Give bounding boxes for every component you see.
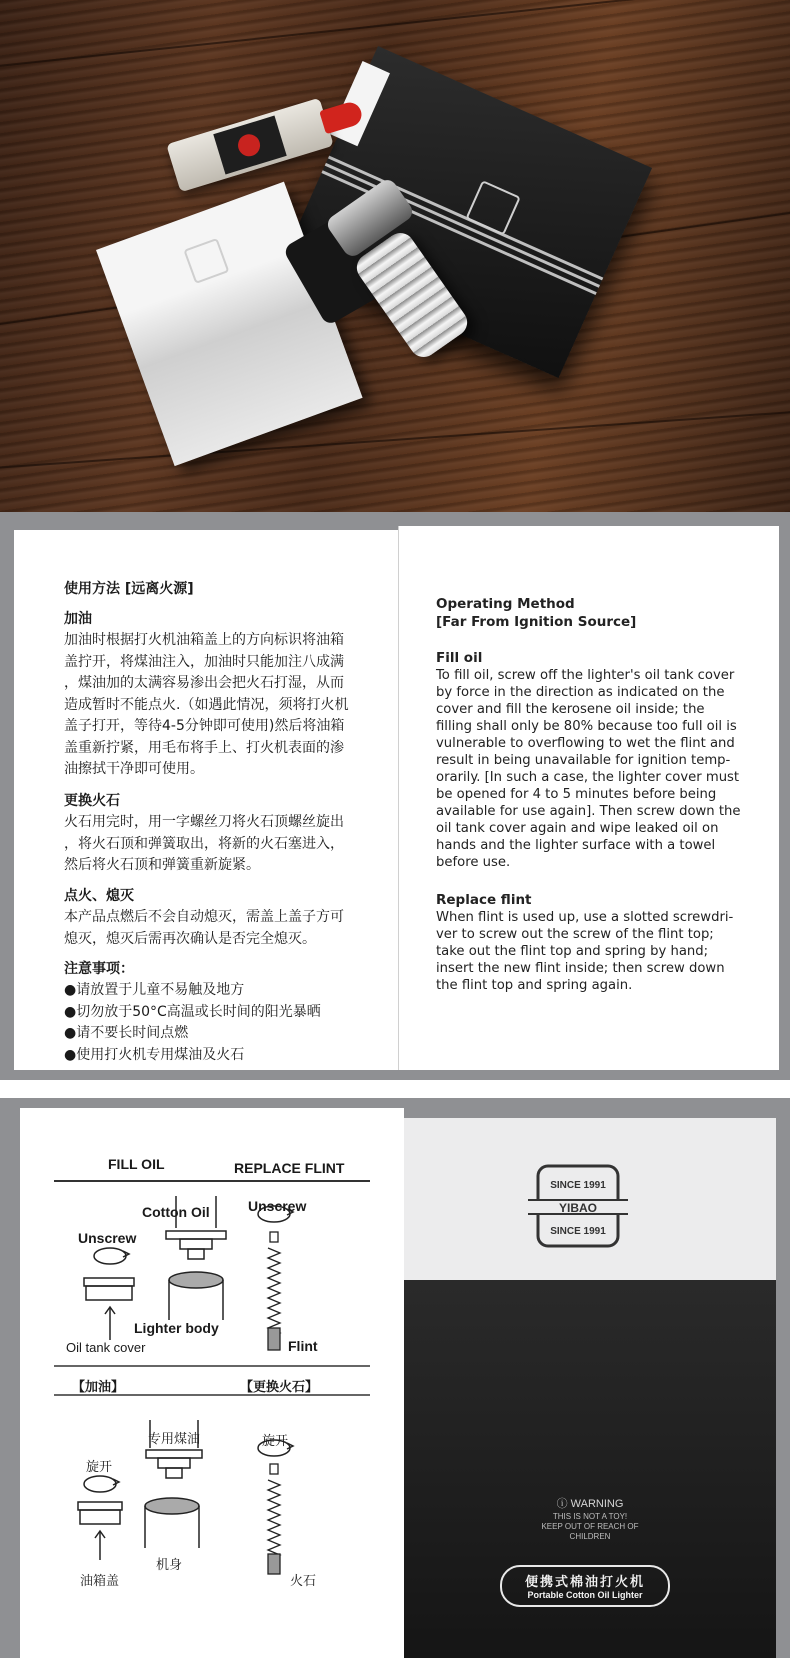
lighter-body-label: Lighter body [134, 1320, 219, 1336]
zh-title: 使用方法 [远离火源] [64, 581, 194, 597]
en-line: filling shall only be 80% because too full oil is [436, 719, 737, 734]
warning-line: THIS IS NOT A TOY! [552, 1512, 628, 1521]
yibao-logo [528, 1156, 628, 1256]
zh-line: ，煤油加的太满容易渗出会把火石打湿，从而 [64, 675, 344, 691]
zh-body-drawing [145, 1498, 199, 1548]
box-logo-emblem [465, 180, 520, 235]
en-line: the flint top and spring again. [436, 978, 633, 993]
en-title-line2: [Far From Ignition Source] [436, 614, 637, 630]
zh-flint-heading: 更换火石 [64, 793, 120, 809]
en-line: To fill oil, screw off the lighter's oil tank cover [436, 668, 735, 683]
cover-dark-panel [404, 1280, 776, 1658]
lighter-body-drawing [169, 1272, 223, 1320]
warning-line: KEEP OUT OF REACH OF [541, 1522, 639, 1531]
zh-flint-spring-drawing [268, 1464, 280, 1574]
manual-cover [404, 1118, 776, 1658]
zh-cap-drawing [78, 1502, 122, 1560]
en-line: be opened for 4 to 5 minutes before being [436, 787, 717, 802]
zh-open-label-right: 旋开 [262, 1434, 289, 1449]
product-name-en: Portable Cotton Oil Lighter [527, 1590, 643, 1600]
zh-fill-heading: 加油 [64, 611, 92, 627]
unscrew-label-right: Unscrew [248, 1198, 307, 1214]
zh-line: ●切勿放于50°C高温或长时间的阳光暴晒 [64, 1003, 321, 1020]
en-line: insert the new flint inside; then screw down [436, 961, 725, 976]
en-line: available for use again]. Then screw down the [436, 804, 741, 819]
en-flint-heading: Replace flint [436, 892, 532, 908]
en-line: hands and the lighter surface with a towel [436, 838, 716, 853]
zh-fill-label: 【加油】 [72, 1380, 125, 1395]
en-line: When flint is used up, use a slotted screwdri- [436, 910, 734, 925]
en-line: ver to screw out the screw of the flint top; [436, 927, 714, 942]
zh-line: 造成暂时不能点火.（如遇此情况，须将打火机 [64, 696, 349, 713]
zh-line: ●请不要长时间点燃 [64, 1025, 189, 1041]
chrome-lighter [320, 195, 460, 355]
flint-label: Flint [288, 1338, 318, 1354]
logo-brand-text: YIBAO [558, 1201, 598, 1215]
en-line: orarily. [In such a case, the lighter cover must [436, 770, 740, 785]
zh-unscrew-arrow-icon-left [84, 1476, 119, 1492]
zh-line: 火石用完时，用一字螺丝刀将火石顶螺丝旋出 [64, 814, 344, 830]
fill-oil-header: FILL OIL [108, 1156, 165, 1172]
en-fill-heading: Fill oil [436, 650, 483, 666]
en-line: oil tank cover again and wipe leaked oil on [436, 821, 719, 836]
en-line: before use. [436, 855, 511, 870]
diagram-cover-spread [0, 1098, 790, 1658]
zh-ignite-heading: 点火、熄灭 [64, 888, 134, 904]
manual-page-diagram [20, 1108, 404, 1658]
zh-line: 盖拧开，将煤油注入，加油时只能加注八成满 [64, 653, 344, 670]
unscrew-arrow-icon-left [94, 1248, 129, 1264]
zh-cap-label: 油箱盖 [80, 1574, 120, 1589]
en-line: take out the flint top and spring by hand; [436, 944, 709, 959]
booklet-logo-emblem [183, 238, 229, 284]
en-flint-body [436, 909, 733, 994]
zh-open-label-left: 旋开 [86, 1460, 113, 1475]
zh-line: ●使用打火机专用煤油及火石 [64, 1046, 245, 1063]
warning-block [404, 1495, 776, 1511]
zh-line: 然后将火石顶和弹簧重新旋紧。 [64, 857, 260, 873]
zh-notes-heading: 注意事项： [64, 961, 134, 977]
logo-top-text: SINCE 1991 [550, 1180, 606, 1191]
zh-flint-body [64, 812, 344, 877]
zh-flint-header: 【更换火石】 [240, 1380, 319, 1395]
flint-spring-drawing [268, 1232, 280, 1350]
warning-icon: ⓘ [556, 1498, 571, 1510]
en-title-line1: Operating Method [436, 596, 575, 612]
zh-fill-body [64, 630, 348, 781]
en-line: vulnerable to overflowing to wet the flint and [436, 736, 735, 751]
zh-line: ●请放置于儿童不易触及地方 [64, 982, 245, 998]
manual-page-english [398, 526, 779, 1070]
warning-text [404, 1512, 776, 1542]
zh-line: 本产品点燃后不会自动熄灭，需盖上盖子方可 [64, 909, 344, 925]
zh-line: ，将火石顶和弹簧取出，将新的火石塞进入， [64, 835, 344, 852]
en-line: result in being unavailable for ignition temp- [436, 753, 731, 768]
zh-body-label: 机身 [156, 1558, 183, 1573]
cotton-oil-label: Cotton Oil [142, 1204, 210, 1220]
warning-line: CHILDREN [569, 1532, 611, 1541]
zh-line: 熄灭，熄灭后需再次确认是否完全熄灭。 [64, 930, 316, 947]
en-fill-body [436, 667, 741, 871]
zh-notes-body [64, 980, 321, 1066]
zh-line: 加油时根据打火机油箱盖上的方向标识将油箱 [64, 632, 344, 648]
warning-title: WARNING [570, 1498, 624, 1510]
en-line: by force in the direction as indicated on the [436, 685, 725, 700]
product-name-badge [500, 1565, 670, 1607]
logo-bottom-text: SINCE 1991 [550, 1226, 606, 1237]
manual-page-chinese [14, 530, 398, 1070]
replace-flint-header: REPLACE FLINT [234, 1160, 345, 1176]
flame-icon [235, 132, 262, 159]
unscrew-label-left: Unscrew [78, 1230, 137, 1246]
zh-special-oil-label: 专用煤油 [148, 1432, 201, 1447]
zh-line: 盖重新拧紧，用毛布将手上、打火机表面的渗 [64, 739, 344, 756]
zh-ignite-body [64, 907, 344, 950]
zh-line: 油擦拭干净即可使用。 [64, 761, 204, 777]
oil-tank-cover-drawing [84, 1278, 134, 1340]
en-line: cover and fill the kerosene oil inside; the [436, 702, 705, 717]
oil-tank-cover-label: Oil tank cover [66, 1340, 146, 1355]
zh-line: 盖子打开，等待4-5分钟即可使用)然后将油箱 [64, 718, 345, 734]
zh-flint-label: 火石 [290, 1574, 317, 1589]
product-name-zh: 便携式棉油打火机 [524, 1575, 645, 1590]
product-photo [0, 0, 790, 512]
manual-text-spread [0, 512, 790, 1080]
